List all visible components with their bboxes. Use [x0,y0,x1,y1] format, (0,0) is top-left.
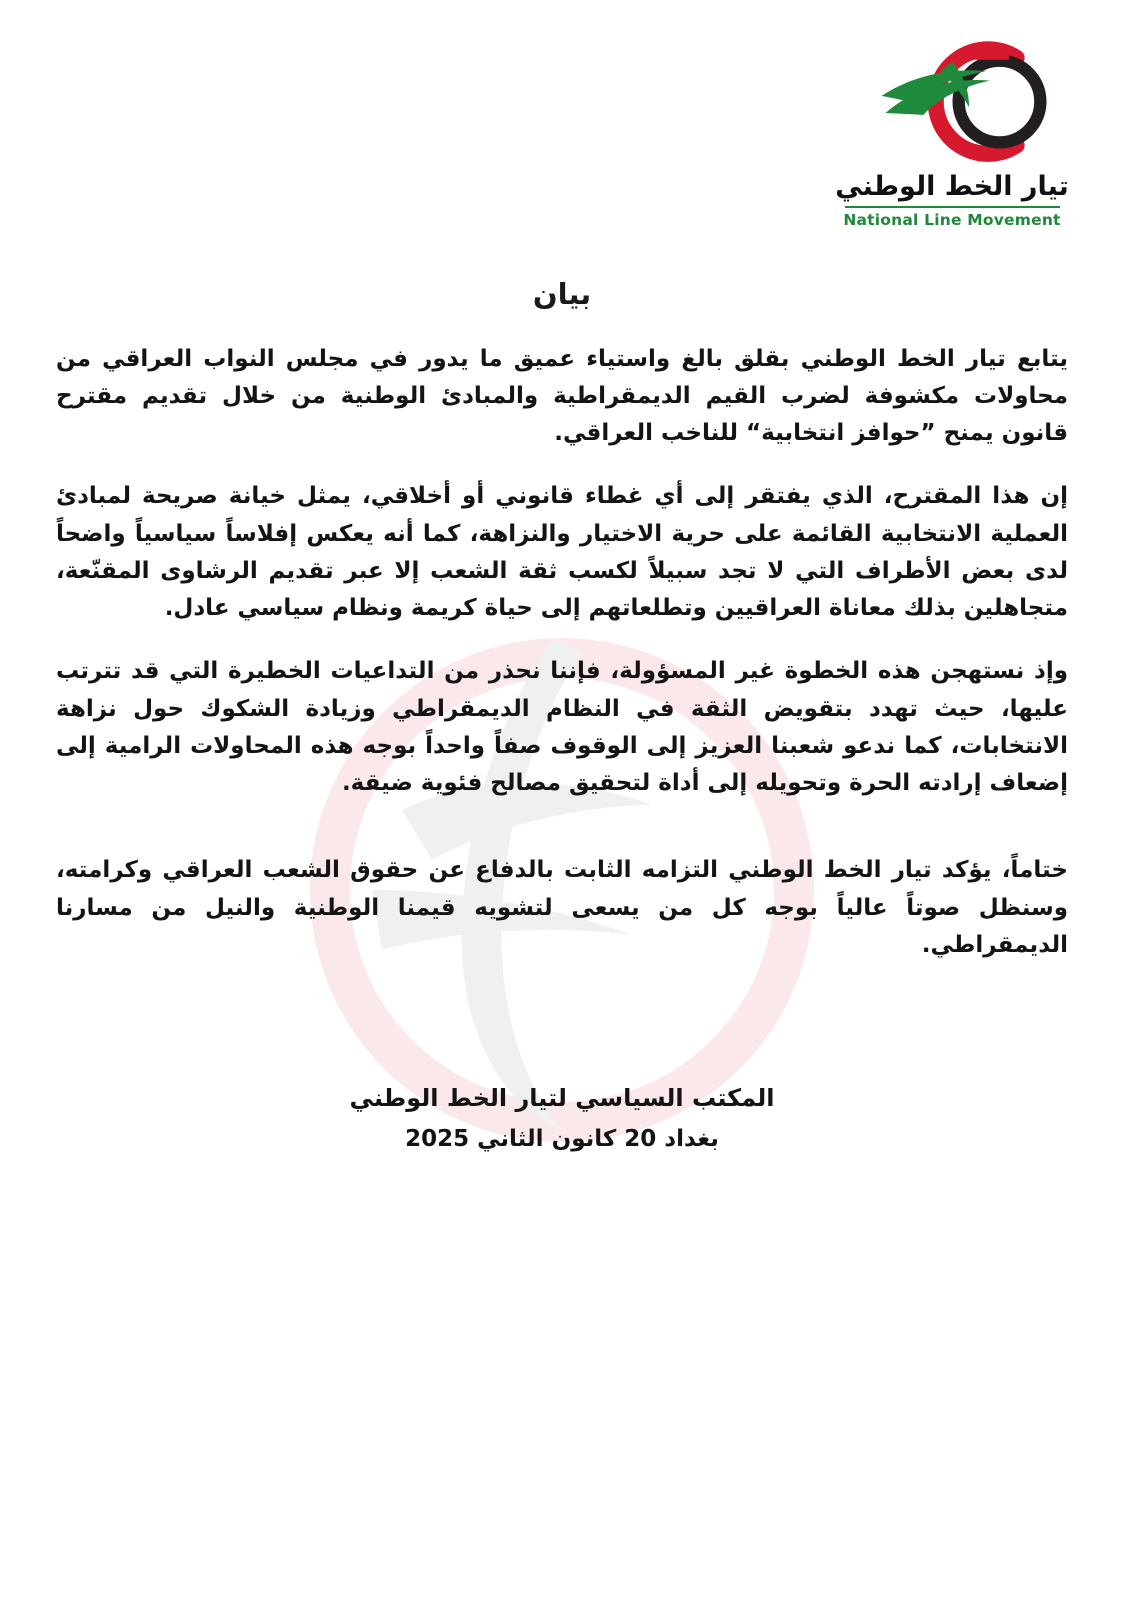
paragraph-1: يتابع تيار الخط الوطني بقلق بالغ واستياء عميق ما يدور في مجلس النواب العراقي من محاولات مكشوفة لضرب القيم الديمقراطية والمبادئ الوطنية من خلال تقديم مقترح قانون يمنح ”حوافز انتخابية“ للناخب العراقي. [56,345,1068,447]
paragraph-2: إن هذا المقترح، الذي يفتقر إلى أي غطاء قانوني أو أخلاقي، يمثل خيانة صريحة لمبادئ العملية الانتخابية القائمة على حرية الاختيار والنزاهة، كما أنه يعكس إفلاساً سياسياً واضحاً لدى بعض الأطراف التي لا تجد سبيلاً لكسب ثقة الشعب إلا عبر تقديم الرشاوى المقنّعة، متجاهلين بذلك معاناة العراقيين وتطلعاتهم إلى حياة كريمة ونظام سياسي عادل. [56,483,1068,622]
signature-block [0,1084,1124,1152]
paragraph-4: ختاماً، يؤكد تيار الخط الوطني التزامه الثابت بالدفاع عن حقوق الشعب العراقي وكرامته، وسنظل صوتاً عالياً بوجه كل من يسعى لتشويه قيمنا الوطنية والنيل من مسارنا الديمقراطي. [56,857,1068,958]
logo-divider [845,206,1060,208]
signature-place-date: بغداد 20 كانون الثاني 2025 [405,1126,719,1153]
paragraph-3: وإذ نستهجن هذه الخطوة غير المسؤولة، فإننا نحذر من التداعيات الخطيرة التي قد تترتب عليها، حيث تهدد بتقويض الثقة في النظام الديمقراطي وزيادة الشكوك حول نزاهة الانتخابات، كما ندعو شعبنا العزيز إلى الوقوف صفاً واحداً بوجه هذه المحاولات الرامية إلى إضعاف إرادته الحرة وتحويله إلى أداة لتحقيق مصالح فئوية ضيقة. [56,658,1068,797]
document-body [56,341,1068,965]
signature-office: المكتب السياسي لتيار الخط الوطني [349,1084,775,1113]
logo-title-en: National Line Movement [843,210,1061,229]
logo-block [832,38,1072,229]
logo-title-ar: تيار الخط الوطني [835,171,1069,202]
national-line-movement-emblem-icon [857,38,1047,168]
page-title: بيان [532,276,592,311]
document-header [0,0,1124,229]
